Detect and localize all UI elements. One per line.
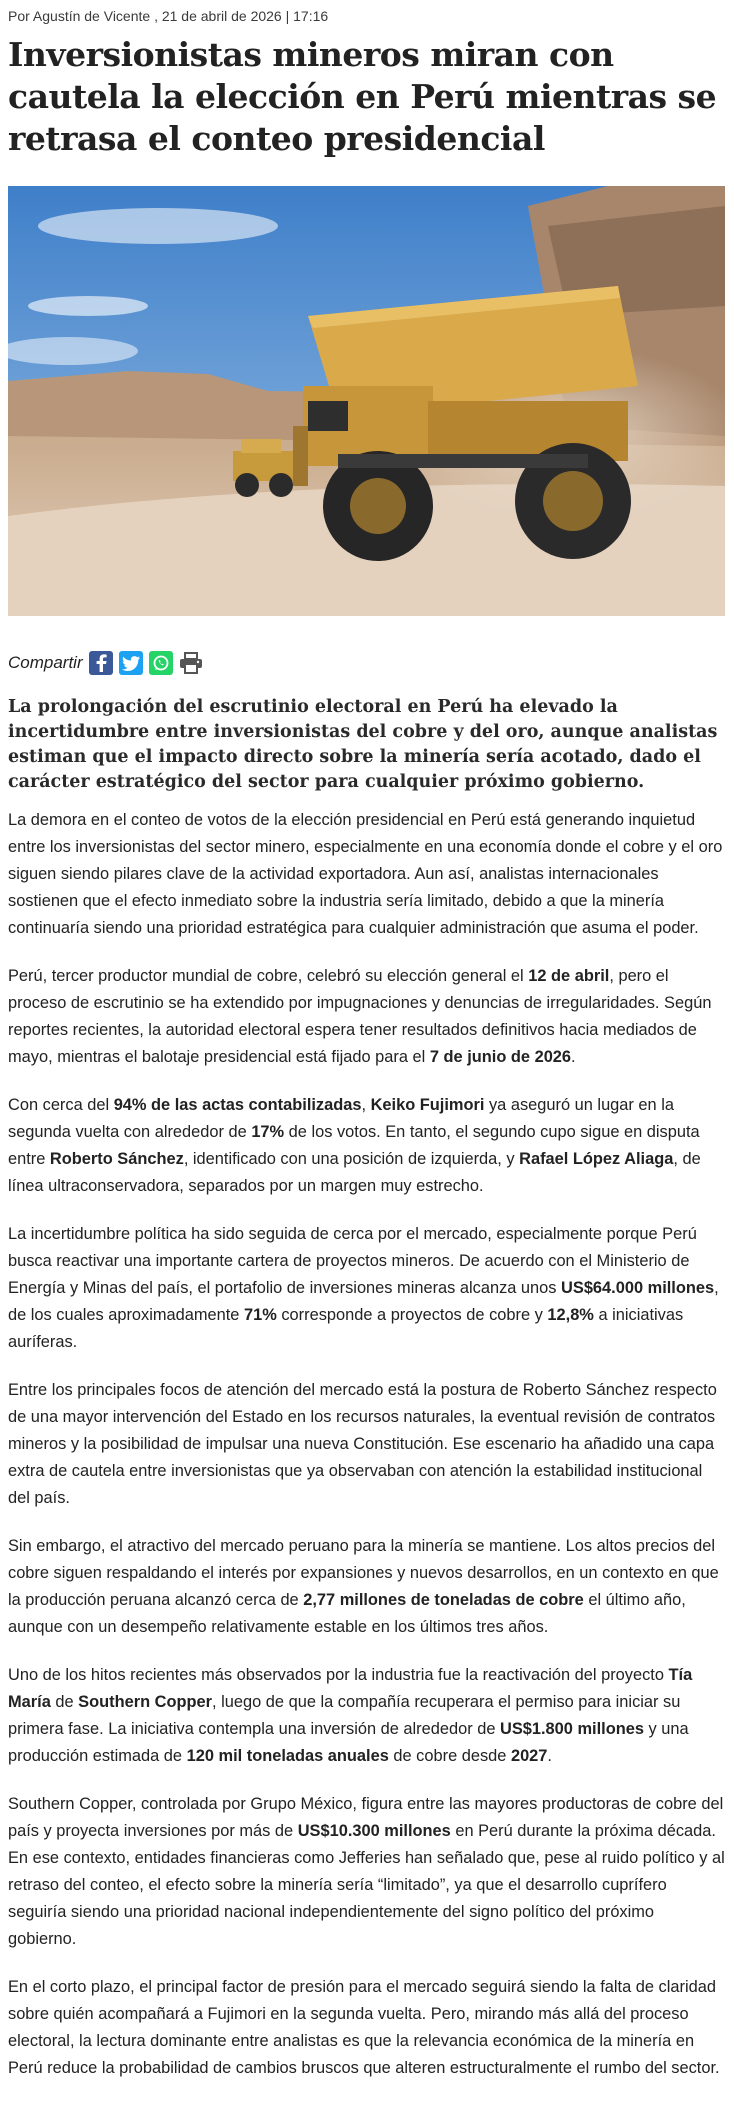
emphasis-text: Rafael López Aliaga [519, 1150, 674, 1168]
share-bar [8, 650, 209, 676]
paragraph-text: en Perú durante la próxima década. En ese contexto, entidades financieras como Jefferies han señalado que, pese al ruido político y al retraso del conteo, el efecto sobre la minería sería “limitado”, ya que el desarrollo cuprífero seguiría siendo una prioridad nacional independientemente del signo político del próximo gobierno. [8, 1822, 725, 1948]
emphasis-text: 17% [251, 1123, 285, 1141]
print-icon[interactable] [179, 651, 203, 675]
body-paragraph [8, 1662, 726, 1770]
paragraph-text: Con cerca del [8, 1096, 114, 1114]
emphasis-text: 12,8% [547, 1306, 594, 1324]
paragraph-text: y una producción estimada de [8, 1720, 689, 1765]
twitter-icon[interactable] [119, 651, 143, 675]
paragraph-text: La incertidumbre política ha sido seguida de cerca por el mercado, especialmente porque Perú busca reactivar una importante cartera de proyectos mineros. De acuerdo con el Ministerio de Energía y Minas del país, el portafolio de inversiones mineras alcanza unos [8, 1225, 697, 1297]
paragraph-text: de [50, 1693, 79, 1711]
emphasis-text: 12 de abril [528, 967, 610, 985]
paragraph-text: de cobre desde [388, 1747, 511, 1765]
body-paragraph [8, 1974, 726, 2082]
paragraph-text: Uno de los hitos recientes más observados por la industria fue la reactivación del proyecto [8, 1666, 669, 1684]
paragraph-text: . [571, 1048, 576, 1066]
hero-image [8, 186, 725, 616]
paragraph-text: . [547, 1747, 552, 1765]
byline: Por Agustín de Vicente , 21 de abril de 2026 | 17:16 [8, 8, 329, 24]
emphasis-text: Keiko Fujimori [370, 1096, 485, 1114]
paragraph-text: de los votos. En tanto, el segundo cupo sigue en disputa entre [8, 1123, 700, 1168]
body-paragraph [8, 1377, 726, 1512]
paragraph-text: , de los cuales aproximadamente [8, 1279, 719, 1324]
paragraph-text: a iniciativas auríferas. [8, 1306, 684, 1351]
paragraph-text: , pero el proceso de escrutinio se ha extendido por impugnaciones y denuncias de irregularidades. Según reportes recientes, la autoridad electoral espera tener resultados definitivos hacia mediados de mayo, mientras el balotaje presidencial está fijado para el [8, 967, 712, 1066]
emphasis-text: 94% de las actas contabilizadas [113, 1096, 362, 1114]
emphasis-text: 2027 [510, 1747, 548, 1765]
paragraph-text: ya aseguró un lugar en la segunda vuelta con alrededor de [8, 1096, 674, 1141]
article-lead: La prolongación del escrutinio electoral en Perú ha elevado la incertidumbre entre inversionistas del cobre y del oro, aunque analistas estiman que el impacto directo sobre la minería sería acotado, dado el carácter estratégico del sector para cualquier próximo gobierno. [8, 697, 718, 792]
paragraph-text: , identificado con una posición de izquierda, y [183, 1150, 520, 1168]
emphasis-text: 71% [243, 1306, 277, 1324]
body-paragraph [8, 1221, 726, 1356]
mining-truck-photo [8, 186, 725, 616]
paragraph-text: , [361, 1096, 371, 1114]
body-paragraph [8, 807, 726, 942]
paragraph-text: En el corto plazo, el principal factor de presión para el mercado seguirá siendo la falta de claridad sobre quién acompañará a Fujimori en la segunda vuelta. Pero, mirando más allá del proceso electoral, la lectura dominante entre analistas es que la relevancia económica de la minería en Perú reduce la probabilidad de cambios bruscos que alteren estructuralmente el rumbo del sector. [8, 1978, 720, 2077]
headline: Inversionistas mineros miran con cautela la elección en Perú mientras se retrasa el conteo presidencial [8, 35, 717, 158]
emphasis-text: 7 de junio de 2026 [429, 1048, 572, 1066]
whatsapp-icon[interactable] [149, 651, 173, 675]
share-label: Compartir [8, 653, 83, 672]
paragraph-text: Entre los principales focos de atención del mercado está la postura de Roberto Sánchez respecto de una mayor intervención del Estado en los recursos naturales, la eventual revisión de contratos mineros y la posibilidad de impulsar una nueva Constitución. Ese escenario ha añadido una capa extra de cautela entre inversionistas que ya observaban con atención la estabilidad institucional del país. [8, 1381, 717, 1507]
paragraph-text: Sin embargo, el atractivo del mercado peruano para la minería se mantiene. Los altos precios del cobre siguen respaldando el interés por expansiones y nuevos desarrollos, en un contexto en que la producción peruana alcanzó cerca de [8, 1537, 719, 1609]
emphasis-text: US$64.000 millones [561, 1279, 715, 1297]
paragraph-text: La demora en el conteo de votos de la elección presidencial en Perú está generando inquietud entre los inversionistas del sector minero, especialmente en una economía donde el cobre y el oro siguen siendo pilares clave de la actividad exportadora. Aun así, analistas internacionales sostienen que el efecto inmediato sobre la industria sería limitado, debido a que la minería continuaría siendo una prioridad estratégica para cualquier administración que asuma el poder. [8, 811, 723, 937]
facebook-icon[interactable] [89, 651, 113, 675]
emphasis-text: 120 mil toneladas anuales [186, 1747, 389, 1765]
body-paragraph [8, 1791, 726, 1953]
body-paragraph [8, 1533, 726, 1641]
paragraph-text: , luego de que la compañía recuperara el permiso para iniciar su primera fase. La iniciativa contempla una inversión de alrededor de [8, 1693, 681, 1738]
paragraph-text: el último año, aunque con un desempeño relativamente estable en los últimos tres años. [8, 1591, 686, 1636]
paragraph-text: , de línea ultraconservadora, separados por un margen muy estrecho. [8, 1150, 701, 1195]
emphasis-text: Roberto Sánchez [49, 1150, 184, 1168]
article-body [8, 807, 726, 2103]
emphasis-text: US$1.800 millones [500, 1720, 644, 1738]
body-paragraph [8, 1092, 726, 1200]
emphasis-text: Tía María [8, 1666, 693, 1711]
body-paragraph [8, 963, 726, 1071]
paragraph-text: corresponde a proyectos de cobre y [276, 1306, 548, 1324]
emphasis-text: 2,77 millones de toneladas de cobre [303, 1591, 584, 1609]
paragraph-text: Southern Copper, controlada por Grupo México, figura entre las mayores productoras de cobre del país y proyecta inversiones por más de [8, 1795, 724, 1840]
emphasis-text: Southern Copper [78, 1693, 213, 1711]
emphasis-text: US$10.300 millones [297, 1822, 451, 1840]
paragraph-text: Perú, tercer productor mundial de cobre, celebró su elección general el [8, 967, 529, 985]
